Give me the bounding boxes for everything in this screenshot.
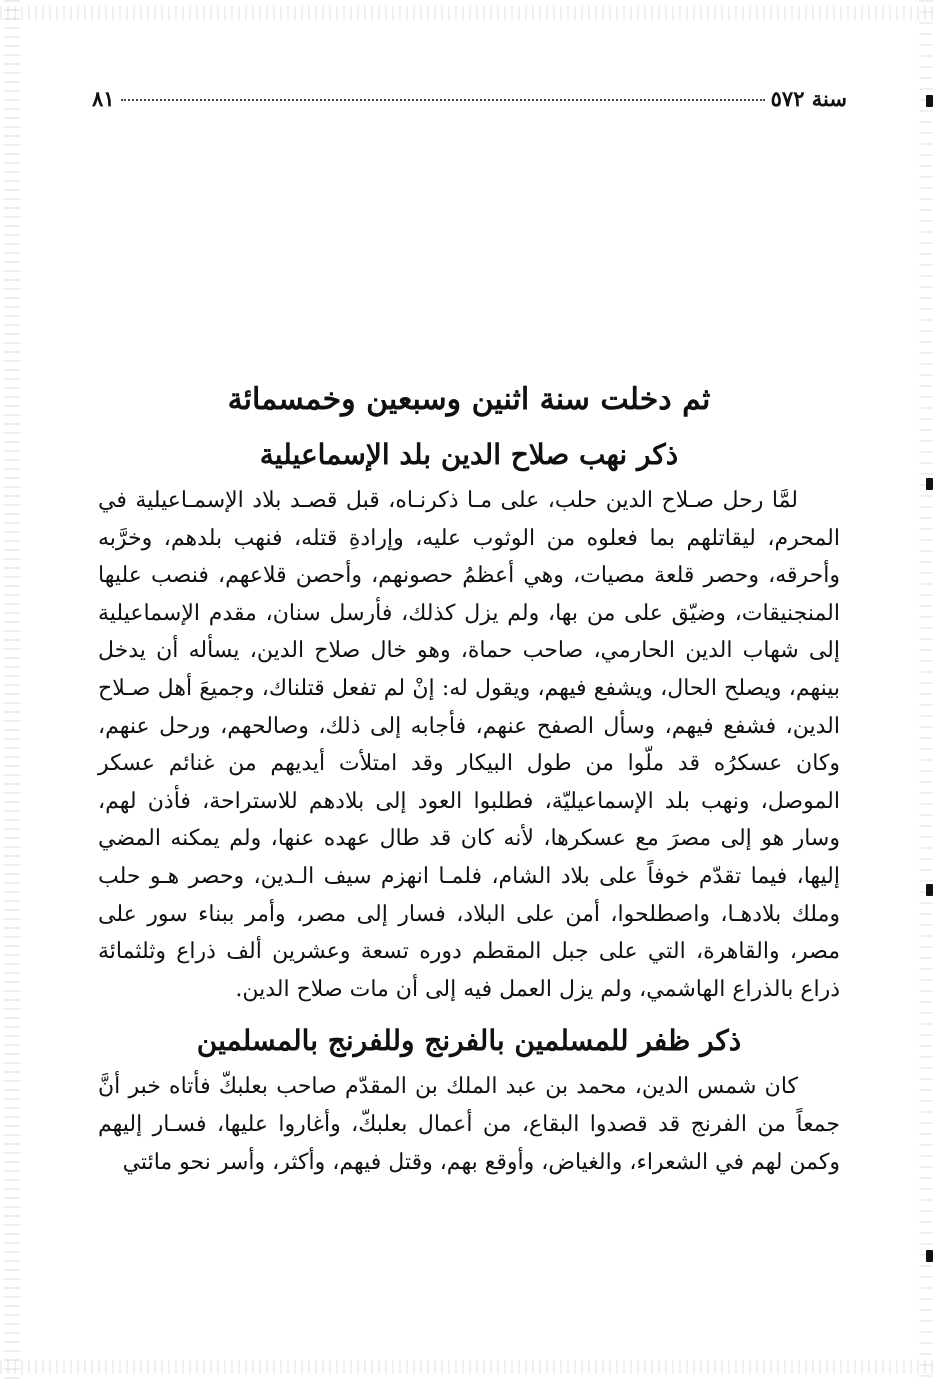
dotted-leader bbox=[121, 99, 765, 101]
margin-mark bbox=[926, 884, 933, 896]
page-content bbox=[98, 372, 840, 1181]
chapter-title: ثم دخلت سنة اثنين وسبعين وخمسمائة bbox=[227, 382, 711, 417]
margin-mark bbox=[926, 95, 933, 107]
scan-edge-left bbox=[4, 0, 20, 1382]
page-header bbox=[92, 86, 847, 122]
margin-mark bbox=[926, 478, 933, 490]
section-paragraph: لمَّا رحل صـلاح الدين حلب، على مـا ذكرنـاه، قبل قصـد بلاد الإسمـاعيلية في المحرم، ليقاتلهم بما فعلوه من الوثوب عليه، وإرادةِ قتله، فنهب بلدهم، وخرَّبه وأحرقه، وحصر قلعة مصيات، وهي أعظمُ حصونهم، وأحصن قلاعهم، فنصب عليها المنجنيقات، وضيّق على من بها، ولم يزل كذلك، فأرسل سنان، مقدم الإسماعيلية إلى شهاب الدين الحارمي، صاحب حماة، وهو خال صلاح الدين، يسأله أن يدخل بينهم، ويصلح الحال، ويشفع فيهم، ويقول له: إنْ لم تفعل قتلناك، وجميعَ أهل صـلاح الدين، فشفع فيهم، وسأل الصفح عنهم، فأجابه إلى ذلك، وصالحهم، ورحل عنهم، وكان عسكرُه قد ملّوا من طول البيكار وقد امتلأت أيديهم من غنائم عسكر الموصل، ونهب بلد الإسماعيليّة، فطلبوا العود إلى بلادهم للاستراحة، فأذن لهم، وسار هو إلى مصرَ مع عسكرها، لأنه كان قد طال عهده عنها، ولم يمكنه المضي إليها، فيما تقدّم خوفاً على بلاد الشام، فلمـا انهزم سيف الـدين، وحصر هـو حلب وملك بلادهـا، واصطلحوا، أمن على البلاد، فسار إلى مصر، وأمر ببناء سور على مصر، والقاهرة، التي على جبل المقطم دوره تسعة وعشرين ألف ذراع وثلثمائة ذراع بالذراع الهاشمي، ولم يزل العمل فيه إلى أن مات صلاح الدين. bbox=[98, 488, 840, 1002]
page-number: ٨١ bbox=[92, 86, 115, 111]
margin-mark bbox=[926, 1250, 933, 1262]
section-heading: ذكر ظفر للمسلمين بالفرنج وللفرنج بالمسلمين bbox=[196, 1024, 742, 1058]
running-head-title: سنة ٥٧٢ bbox=[770, 86, 847, 111]
section-heading: ذكر نهب صلاح الدين بلد الإسماعيلية bbox=[259, 438, 679, 471]
scan-edge-right bbox=[919, 0, 933, 1382]
scan-edge-bottom bbox=[0, 1360, 933, 1374]
scan-edge-top bbox=[0, 6, 933, 20]
section-paragraph: كان شمس الدين، محمد بن عبد الملك بن المقدّم صاحب بعلبكّ فأتاه خبر أنَّ جمعاً من الفرنج قد قصدوا البقاع، من أعمال بعلبكّ، وأغاروا عليها، فسـار إليهم وكمن لهم في الشعراء، والغياض، وأوقع بهم، وقتل فيهم، وأكثر، وأسر نحو مائتي bbox=[98, 1074, 840, 1175]
